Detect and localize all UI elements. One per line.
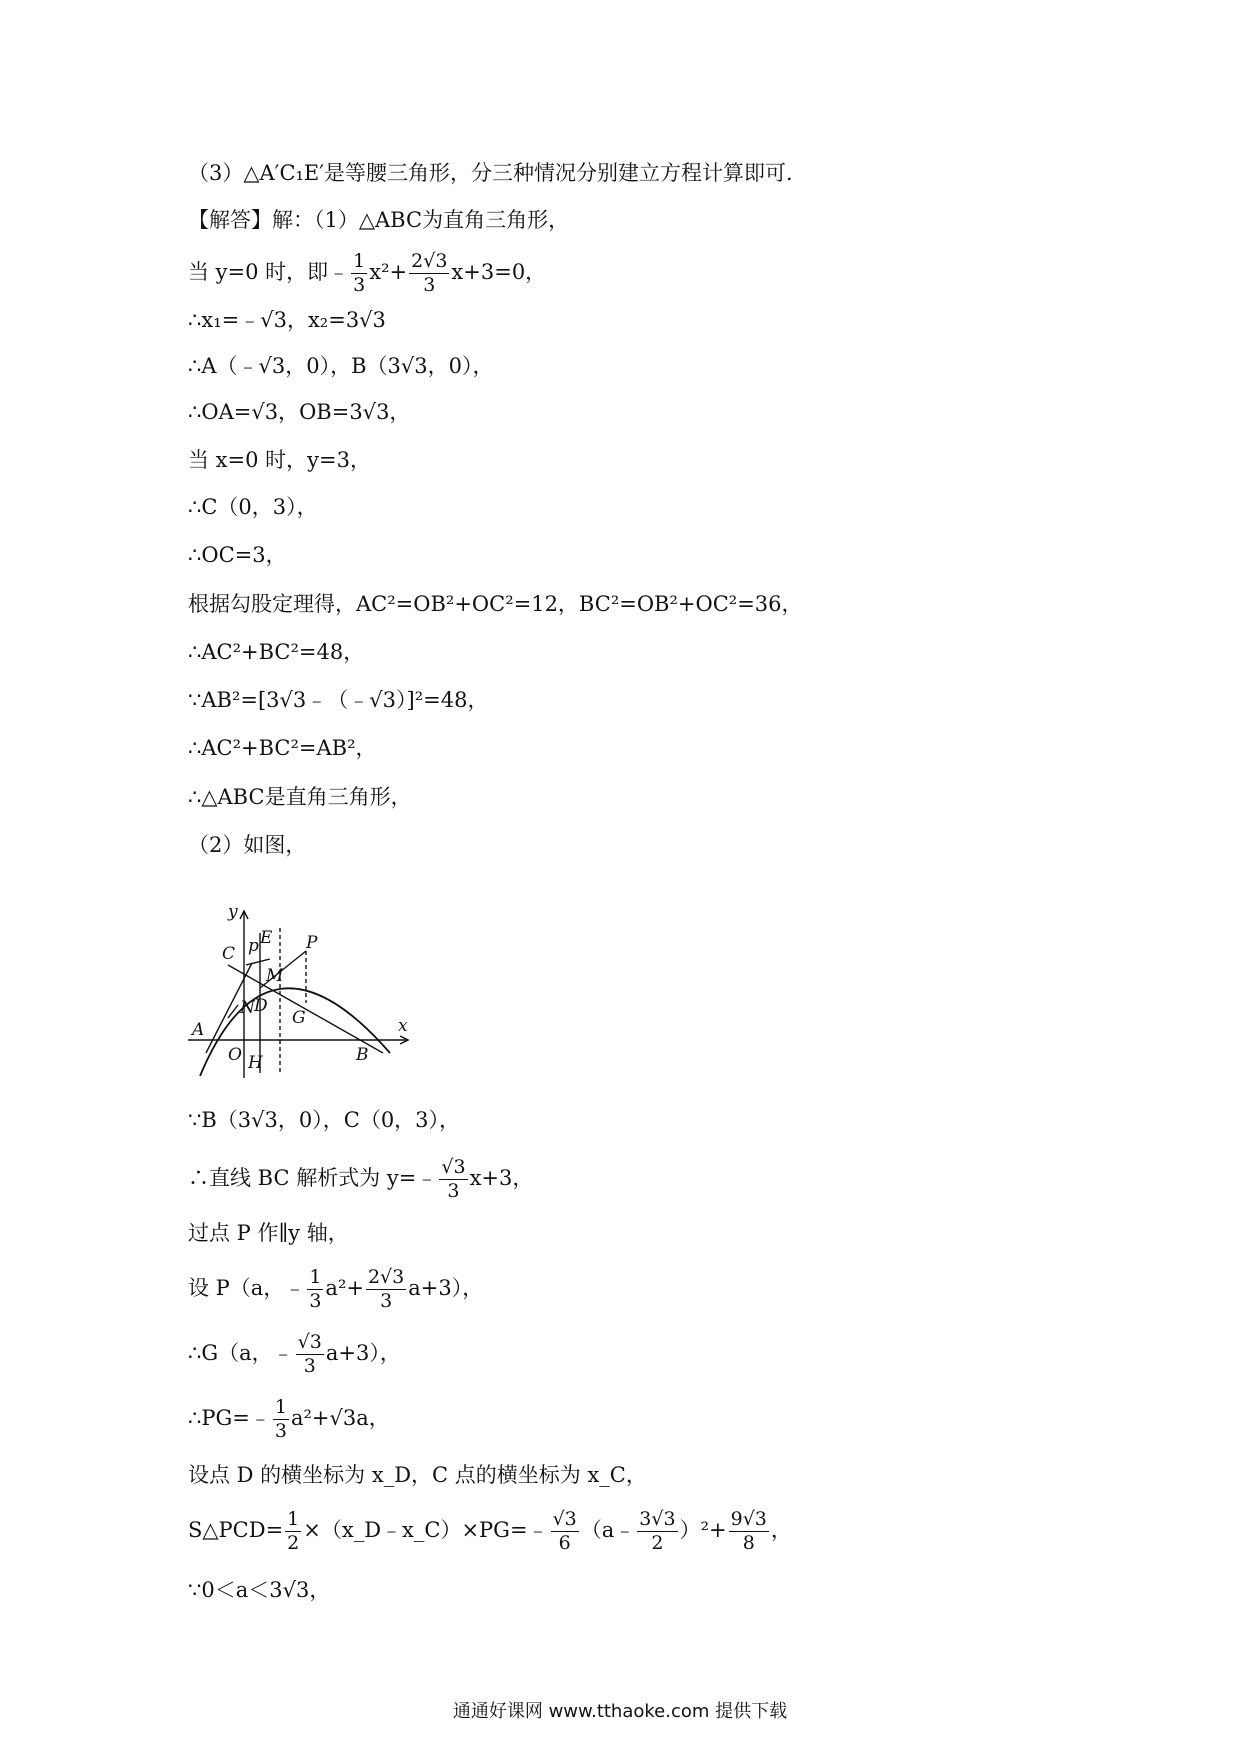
text-line: 过点 P 作∥y 轴， (188, 1221, 349, 1245)
text-line: ∴x₁=﹣√3，x₂=3√3 (188, 308, 386, 332)
fraction: $\frac{1}{3}$ (274, 1396, 287, 1442)
fraction: $\frac{√3}{3}$ (441, 1156, 466, 1202)
fraction: $\frac{2√3}{3}$ (411, 250, 448, 296)
fraction: $\frac{√3}{6}$ (552, 1508, 577, 1554)
fraction: $\frac{1}{3}$ (353, 250, 366, 296)
text-line: 当 x=0 时，y=3， (188, 448, 371, 472)
equation-line: S△PCD= $\frac{1}{2}$ ×（x_D﹣x_C）×PG=﹣ $\frac{√3}{6}$ （a﹣ $\frac{3√3}{2}$ ）²+ $\frac{9√3}{8}$ ， (188, 1508, 792, 1554)
fraction: $\frac{3√3}{2}$ (639, 1508, 676, 1554)
label-b: B (356, 1045, 369, 1065)
label-o: O (228, 1045, 242, 1065)
fraction: $\frac{√3}{3}$ (297, 1331, 322, 1377)
parabola-figure (188, 893, 418, 1087)
text-line: ∴AC²+BC²=48， (188, 640, 365, 664)
text-line: 【解答】解：（1）△ABC为直角三角形， (188, 208, 570, 232)
text-line: （2）如图， (188, 833, 307, 857)
footer-watermark: 通通好课网 www.tthaoke.com 提供下载 (452, 1701, 788, 1722)
text-line: （3）△A′C₁E′是等腰三角形，分三种情况分别建立方程计算即可． (188, 161, 808, 185)
label-p: P (306, 933, 318, 953)
fraction: $\frac{1}{3}$ (309, 1266, 322, 1312)
label-p-small: p (248, 936, 259, 956)
text-line: 根据勾股定理得，AC²=OB²+OC²=12，BC²=OB²+OC²=36， (188, 592, 803, 616)
label-m: M (266, 966, 284, 986)
text-line: ∴AC²+BC²=AB²， (188, 736, 377, 760)
label-h: H (248, 1053, 263, 1073)
text-line: ∴C（0，3）， (188, 495, 318, 519)
equation-line: 设 P（a，﹣ $\frac{1}{3}$ a²+ $\frac{2√3}{3}$ a+3）， (188, 1266, 484, 1312)
label-n: N (240, 998, 255, 1018)
text-line: ∴A（﹣√3，0），B（3√3，0）， (188, 354, 494, 378)
label-x: x (398, 1016, 408, 1036)
text-line: ∵0＜a＜3√3， (188, 1578, 331, 1602)
label-g: G (292, 1008, 306, 1028)
label-d: D (254, 996, 268, 1016)
text-line: ∴OC=3， (188, 543, 287, 567)
text-line: ∴△ABC是直角三角形， (188, 785, 412, 809)
fraction: $\frac{9√3}{8}$ (730, 1508, 767, 1554)
text-line: ∵AB²=[3√3﹣（﹣√3）]²=48， (188, 688, 489, 712)
equation-line: 当 y=0 时，即﹣ $\frac{1}{3}$ x²+ $\frac{2√3}{3}$ x+3=0， (188, 250, 547, 296)
label-a: A (192, 1020, 205, 1040)
text-line: 设点 D 的横坐标为 x_D，C 点的横坐标为 x_C， (188, 1463, 647, 1487)
equation-line: ∴PG=﹣ $\frac{1}{3}$ a²+√3a， (188, 1396, 390, 1442)
text-line: ∴OA=√3，OB=3√3， (188, 400, 411, 424)
equation-line: ∴直线 BC 解析式为 y=﹣ $\frac{√3}{3}$ x+3， (188, 1156, 534, 1202)
label-c: C (222, 944, 236, 964)
equation-line: ∴G（a，﹣ $\frac{√3}{3}$ a+3）， (188, 1331, 401, 1377)
label-e: E (260, 928, 273, 948)
fraction: $\frac{1}{2}$ (287, 1508, 300, 1554)
fraction: $\frac{2√3}{3}$ (367, 1266, 405, 1312)
label-y: y (228, 902, 238, 922)
segment-cm (246, 959, 270, 965)
text-line: ∵B（3√3，0），C（0，3）， (188, 1108, 461, 1132)
